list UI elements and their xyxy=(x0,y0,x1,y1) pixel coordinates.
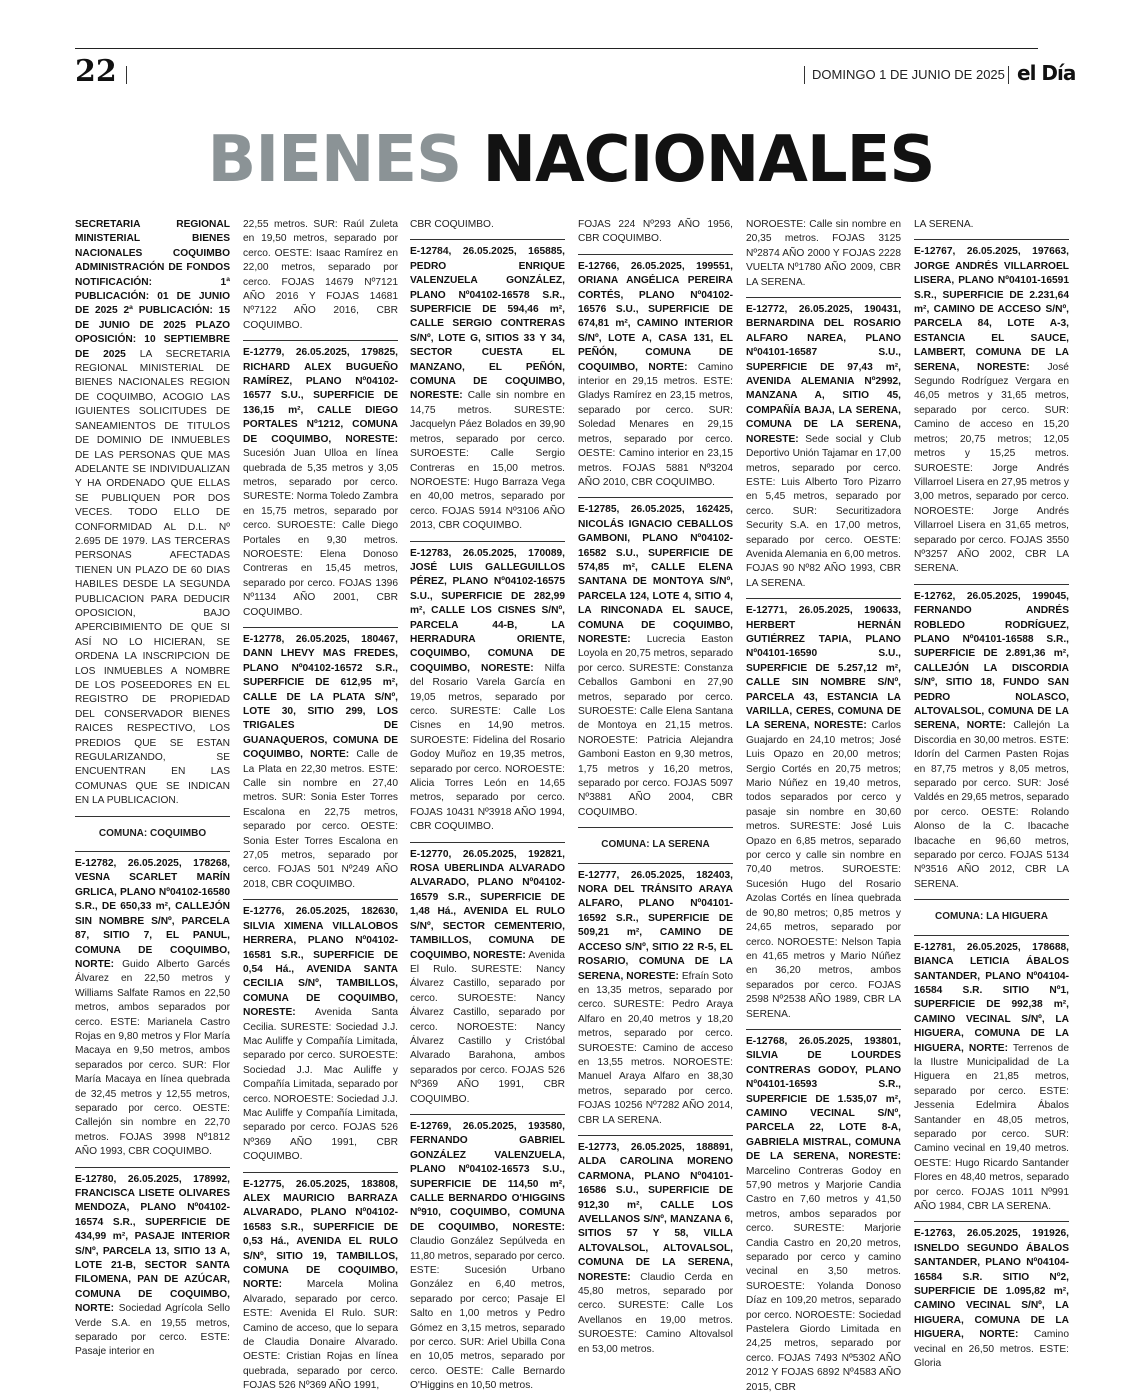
notice-entry xyxy=(914,590,1069,893)
notice-entry xyxy=(243,1178,398,1394)
entry-body: FOJAS 224 Nº293 AÑO 1956, CBR COQUIMBO. xyxy=(578,219,733,245)
notice-entry xyxy=(410,245,565,533)
entry-heading: E-12779, 26.05.2025, 179825, RICHARD ALEX BUGUEÑO RAMÍREZ, PLANO Nº04102-16577 S.U., SUPERFICIE DE 136,15 m², CALLE DIEGO PORTALES Nº1212, COMUNA DE COQUIMBO, NORESTE: xyxy=(243,347,398,445)
header-divider xyxy=(804,66,805,84)
entry-heading: E-12762, 26.05.2025, 199045, FERNANDO ANDRÉS ROBLEDO RODRÍGUEZ, PLANO Nº04101-16588 S.R., SUPERFICIE DE 2.891,36 m², CALLEJÓN LA DISCORDIA S/Nº, SITIO 18, FUNDO SAN PEDRO NOLASCO, ALTOVALSOL, COMUNA DE LA SERENA, NORTE: xyxy=(914,590,1069,732)
divider xyxy=(578,1135,733,1136)
notice-entry xyxy=(746,604,901,1022)
entry-heading: E-12781, 26.05.2025, 178688, BIANCA LETICIA ÁBALOS SANTANDER, PLANO Nº04104-16584 S.R. SITIO Nº1, SUPERFICIE DE 992,38 m², CAMINO VECINAL S/Nº, LA HIGUERA, COMUNA DE LA HIGUERA, NORTE: xyxy=(914,941,1069,1054)
entry-heading: E-12767, 26.05.2025, 197663, JORGE ANDRÉS VILLARROEL LISERA, PLANO Nº04101-16591 S.R., SUPERFICIE DE 2.231,64 m², CAMINO DE ACCESO S/Nº, PARCELA 84, LOTE A-3, ESTANCIA EL SAUCE, LAMBERT, COMUNA DE LA SERENA, NORESTE: xyxy=(914,246,1069,373)
divider xyxy=(914,1221,1069,1222)
column-4 xyxy=(578,218,733,1355)
entry-body: Lucrecia Easton Loyola en 20,75 metros, separado por cerco. SURESTE: Constanza Ceballos Gamboni en 27,90 metros, separado por cerco. SUROESTE: Calle Elena Santana de Montoya en 21,15 metros. NOROESTE: Patricia Alejandra Gamboni Easton en 9,30 metros, 1,75 metros y 16,20 metros, separado por cerco. FOJAS 5097 Nº3881 AÑO 2004, CBR COQUIMBO. xyxy=(578,633,733,818)
entry-heading: E-12783, 26.05.2025, 170089, JOSÉ LUIS GALLEGUILLOS PÉREZ, PLANO Nº04102-16575 S.U., SUPERFICIE DE 282,99 m², CALLE LOS CISNES S/Nº, PARCELA 44-B, LA HERRADURA ORIENTE, COQUIMBO, COMUNA DE COQUIMBO, NORESTE: xyxy=(410,547,565,674)
notice-entry xyxy=(746,218,901,290)
notice-entry xyxy=(410,848,565,1107)
notice-entry xyxy=(578,1141,733,1357)
divider xyxy=(243,340,398,341)
entry-body: Avenida El Rulo. SURESTE: Nancy Álvarez Castillo, separado por cerco. SUROESTE: Nancy Álvarez Castillo, separado por cerco. NOROESTE: Nancy Álvarez Castillo y Cristóbal Alvarado Barahona, ambos separados por cerco. FOJAS 526 Nº369 AÑO 1991, CBR COQUIMBO. xyxy=(410,949,565,1105)
entry-body: Marcelino Contreras Godoy en 57,90 metros y Marjorie Candia Castro en 7,60 metros y 41,50 metros, ambos separados por cerco. SURESTE: Marjorie Candia Castro en 20,20 metros, separado por cerco y camino vecinal en 3,50 metros. SUROESTE: Yolanda Donoso Díaz en 109,20 metros, separado por cerco. NOROESTE: Sociedad Pastelera Giordo Limitada en 24,25 metros, separado por cerco. FOJAS 7493 Nº5302 AÑO 2012 Y FOJAS 6892 Nº4583 AÑO 2015, CBR xyxy=(746,1165,901,1393)
entry-body: Sede social y Club Deportivo Unión Tajamar en 17,00 metros, separado por cerco. ESTE: Luis Alberto Toro Pizarro en 5,45 metros, separado por cerco. SUR: Securitizadora Security S.A. en 17,00 metros, separado por cerco. OESTE: Avenida Alemania en 6,00 metros. FOJAS 90 Nº82 AÑO 1993, CBR LA SERENA. xyxy=(746,433,901,589)
entry-body: LA SECRETARIA REGIONAL MINISTERIAL DE BIENES NACIONALES REGION DE COQUIMBO, ACOGIO LAS IGUIENTES SOLICITUDES DE SANEAMIENTOS DE TITULOS DE DOMINIO DE INMUEBLES DE LAS PERSONAS QUE MAS ADELANTE SE INDIVIDUALIZAN Y HA ORDENADO QUE ELLAS SE PUBLIQUEN POR DOS VECES. TODO ELLO DE CONFORMIDAD AL D.L. Nº 2.695 DE 1979. LAS TERCERAS PERSONAS AFECTADAS TIENEN UN PLAZO DE 60 DIAS HABILES DESDE LA SEGUNDA PUBLICACION PARA DEDUCIR OPOSICION, BAJO APERCIBIMIENTO DE QUE SI ASÍ NO LO HICIERAN, SE ORDENA LA INSCRIPCION DE LOS INMUEBLES A NOMBRE DE LOS POSEEDORES EN EL REGISTRO DE PROPIEDAD DEL CONSERVADOR BIENES RAICES RESPECTIVO, LOS PREDIOS QUE SE ESTAN REGULARIZANDO, SE ENCUENTRAN EN LAS COMUNAS QUE SE INDICAN EN LA PUBLICACION. xyxy=(75,348,230,807)
divider xyxy=(914,935,1069,936)
entry-heading: E-12766, 26.05.2025, 199551, ORIANA ANGÉLICA PEREIRA CORTÉS, PLANO Nº04102-16576 S.U., SUPERFICIE DE 674,81 m², CAMINO INTERIOR S/Nº, LOTE A, CASA 131, EL PEÑÓN, COMUNA DE COQUIMBO, NORTE: xyxy=(578,260,733,373)
entry-body: Guido Alberto Garcés Álvarez en 22,50 metros y Williams Salfate Ramos en 22,50 metros, ambos separados por cerco. ESTE: Marianela Castro Rojas en 9,80 metros y Flor María Macaya en 9,50 metros, ambos separados por cerco. SUR: Flor María Macaya en línea quebrada de 32,45 metros y 12,55 metros, separado por cerco. OESTE: Callejón sin nombre en 22,70 metros. FOJAS 3998 Nº1812 AÑO 1993, CBR COQUIMBO. xyxy=(75,958,230,1158)
divider xyxy=(410,541,565,542)
entry-heading: E-12763, 26.05.2025, 191926, ISNELDO SEGUNDO ÁBALOS SANTANDER, PLANO Nº04104-16584 S.R. SITIO Nº2, SUPERFICIE DE 1.095,82 m², CAMINO VECINAL S/Nº, LA HIGUERA, COMUNA DE LA HIGUERA, NORTE: xyxy=(914,1228,1069,1341)
divider xyxy=(410,842,565,843)
entry-heading: E-12773, 26.05.2025, 188891, ALDA CAROLINA MORENO CARMONA, PLANO Nº04101-16586 S.U., SUPERFICIE DE 912,30 m², CALLE LOS AVELLANOS S/Nº, MANZANA 6, SITIOS 57 Y 58, VILLA ALTOVALSOL, ALTOVALSOL, COMUNA DE LA SERENA, NORESTE: xyxy=(578,1141,733,1283)
newspaper-logo: el Día xyxy=(1017,61,1076,85)
divider xyxy=(914,584,1069,585)
entry-body: Callejón La Discordia en 30,00 metros. ESTE: Idorín del Carmen Pasten Rojas en 87,75 metros y 8,05 metros, separado por cerco. SUR: José Valdés en 29,65 metros, separado por cerco. OESTE: Rolando Alonso de la C. Ibacache Ibacache en 96,60 metros, separado por cerco. FOJAS 5134 Nº3516 AÑO 2012, CBR LA SERENA. xyxy=(914,720,1069,890)
entry-body: Sociedad Agrícola Sello Verde S.A. en 19,55 metros, separado por cerco. ESTE: Pasaje interior en xyxy=(75,1303,230,1358)
divider xyxy=(243,627,398,628)
notice-entry xyxy=(578,260,733,491)
notice-entry xyxy=(914,218,1069,232)
notice-entry xyxy=(914,245,1069,576)
entry-body: CBR COQUIMBO. xyxy=(410,219,494,230)
notice-entry xyxy=(75,1173,230,1360)
notice-entry xyxy=(243,346,398,620)
entry-body: 22,55 metros. SUR: Raúl Zuleta en 19,50 metros, separado por cerco. OESTE: Isaac Ramírez en 22,00 metros, separado por cerco. FOJAS 14679 Nº7121 AÑO 2016 Y FOJAS 14681 Nº7122 AÑO 2016, CBR COQUIMBO. xyxy=(243,219,398,331)
entry-body: Calle sin nombre en 14,75 metros. SURESTE: Jacquelyn Páez Bolados en 39,90 metros, separado por cerco. SUROESTE: Calle Sergio Contreras en 15,00 metros. NOROESTE: Hugo Barraza Vega en 40,00 metros, separado por cerco. FOJAS 5914 Nº3106 AÑO 2013, CBR COQUIMBO. xyxy=(410,390,565,532)
notice-columns xyxy=(75,218,1070,1393)
entry-heading: E-12784, 26.05.2025, 165885, PEDRO ENRIQUE VALENZUELA GONZÁLEZ, PLANO Nº04102-16578 S.R., SUPERFICIE DE 594,46 m², CALLE SERGIO CONTRERAS S/Nº, LOTE G, SITIOS 33 Y 34, SECTOR CUESTA EL MANZANO, EL PEÑÓN, COMUNA DE COQUIMBO, NORESTE: xyxy=(410,246,565,402)
entry-body: Camino interior en 29,15 metros. ESTE: Gladys Ramírez en 23,15 metros, separado por cerco. SUR: Soledad Menares en 29,15 metros, separado por cerco. OESTE: Camino interior en 23,15 metros. FOJAS 5881 Nº3204 AÑO 2010, CBR COQUIMBO. xyxy=(578,361,733,488)
divider xyxy=(578,827,733,828)
notice-entry xyxy=(578,218,733,247)
notice-entry xyxy=(578,869,733,1128)
divider xyxy=(914,239,1069,240)
divider xyxy=(578,863,733,864)
divider xyxy=(243,899,398,900)
column-5 xyxy=(746,218,901,1393)
entry-heading: E-12772, 26.05.2025, 190431, BERNARDINA DEL ROSARIO ALFARO NAREA, PLANO Nº04101-16587 S.U., SUPERFICIE DE 97,43 m², AVENIDA ALEMANIA Nº2992, MANZANA A, SITIO 45, COMPAÑÍA BAJA, LA SERENA, COMUNA DE LA SERENA, NORESTE: xyxy=(746,304,901,445)
entry-body: Claudio González Sepúlveda en 11,80 metros, separado por cerco. ESTE: Sucesión Urbano González en 6,40 metros, separado por cerco; Pasaje El Salto en 1,00 metros y Pedro Gómez en 3,15 metros, separado por cerco. SUR: Ariel Ubilla Cona en 10,05 metros, separado por cerco. OESTE: Calle Bernardo O'Higgins en 10,50 metros. xyxy=(410,1236,565,1392)
divider xyxy=(75,1167,230,1168)
section-title xyxy=(0,123,1142,197)
notice-entry xyxy=(410,218,565,232)
column-1 xyxy=(75,218,230,1358)
entry-heading: E-12770, 26.05.2025, 192821, ROSA UBERLINDA ALVARADO ALVARADO, PLANO Nº04102-16579 S.R., SUPERFICIE DE 1,48 Há., AVENIDA EL RULO S/Nº, SECTOR CEMENTERIO, TAMBILLOS, COMUNA DE COQUIMBO, NORESTE: xyxy=(410,848,565,961)
divider xyxy=(75,816,230,817)
entry-body: José Segundo Rodríguez Vergara en 46,05 metros y 31,65 metros, separado por cerco. SUR: Camino de acceso en 15,20 metros; 20,75 metros; 12,05 metros y 15,25 metros. SUROESTE: Jorge Andrés Villarroel Lisera en 27,95 metros y 3,00 metros, separado por cerco. NOROESTE: Jorge Andrés Villarroel Lisera en 31,65 metros, separado por cerco. FOJAS 3550 Nº3257 AÑO 2002, CBR LA SERENA. xyxy=(914,361,1069,575)
notice-entry xyxy=(75,857,230,1160)
entry-body: LA SERENA. xyxy=(914,219,974,230)
notice-entry xyxy=(914,941,1069,1215)
entry-body: Calle de La Plata en 22,30 metros. ESTE: Calle sin nombre en 27,40 metros. SUR: Sonia Ester Torres Escalona en 22,75 metros, separado por cerco. OESTE: Sonia Ester Torres Escalona en 27,05 metros, separado por cerco. FOJAS 501 Nº249 AÑO 2018, CBR COQUIMBO. xyxy=(243,749,398,890)
issue-date: DOMINGO 1 DE JUNIO DE 2025 xyxy=(812,67,1005,82)
notice-entry xyxy=(914,1227,1069,1371)
section-title-part-1: BIENES xyxy=(207,123,462,197)
divider xyxy=(914,899,1069,900)
column-3 xyxy=(410,218,565,1392)
divider xyxy=(746,297,901,298)
notice-entry xyxy=(243,218,398,333)
divider xyxy=(578,254,733,255)
entry-body: Avenida Santa Cecilia. SURESTE: Sociedad J.J. Mac Auliffe y Compañía Limitada, separado por cerco. SUROESTE: Sociedad J.J. Mac Auliffe y Compañía Limitada, separado por cerco. NOROESTE: Sociedad J.J. Mac Auliffe y Compañía Limitada, separado por cerco. FOJAS 526 Nº369 AÑO 1991, CBR COQUIMBO. xyxy=(243,1007,398,1163)
comuna-heading: COMUNA: LA HIGUERA xyxy=(935,911,1048,923)
column-6 xyxy=(914,218,1070,1370)
divider xyxy=(746,598,901,599)
entry-body: Terrenos de la Ilustre Municipalidad de La Higuera en 21,85 metros, separado por cerco. ESTE: Jessenia Edelmira Ábalos Santander en 48,05 metros, separado por cerco. SUR: Camino vecinal en 19,40 metros. OESTE: Hugo Ricardo Santander Flores en 48,40 metros, separado por cerco. FOJAS 1011 Nº991 AÑO 1984, CBR LA SERENA. xyxy=(914,1042,1070,1212)
divider xyxy=(243,1172,398,1173)
entry-heading: E-12778, 26.05.2025, 180467, DANN LHEVY MAS FREDES, PLANO Nº04102-16572 S.R., SUPERFICIE DE 612,95 m², CALLE DE LA PLATA S/Nº, LOTE 30, SITIO 299, LOS TRIGALES DE GUANAQUEROS, COMUNA DE COQUIMBO, NORTE: xyxy=(243,633,398,761)
entry-heading: E-12780, 26.05.2025, 178992, FRANCISCA LISETE OLIVARES MENDOZA, PLANO Nº04102-16574 S.R., SUPERFICIE DE 434,99 m², PASAJE INTERIOR S/Nº, PARCELA 13, SITIO 13 A, LOTE 21-B, SECTOR SANTA FILOMENA, PAN DE AZÚCAR, COMUNA DE COQUIMBO, NORTE: xyxy=(75,1173,230,1315)
notice-intro xyxy=(75,218,230,809)
divider xyxy=(578,497,733,498)
entry-body: Nilfa del Rosario Varela García en 19,05 metros, separado por cerco. SURESTE: Calle Los Cisnes en 14,90 metros. SUROESTE: Fidelina del Rosario Godoy Muñoz en 19,35 metros, separado por cerco. NOROESTE: Alicia Torres León en 14,65 metros, separado por cerco. FOJAS 10431 Nº3918 AÑO 1994, CBR COQUIMBO. xyxy=(410,662,565,833)
notice-entry xyxy=(410,547,565,835)
entry-heading: E-12768, 26.05.2025, 193801, SILVIA DE LOURDES CONTRERAS GODOY, PLANO Nº04101-16593 S.R., SUPERFICIE DE 1.535,07 m², CAMINO VECINAL S/Nº, PARCELA 22, LOTE 8-A, GABRIELA MISTRAL, COMUNA DE LA SERENA, NORESTE: xyxy=(746,1035,901,1163)
notice-entry xyxy=(243,905,398,1164)
entry-heading: E-12776, 26.05.2025, 182630, SILVIA XIMENA VILLALOBOS HERRERA, PLANO Nº04102-16581 S.R., SUPERFICIE DE 0,54 Há., AVENIDA SANTA CECILIA S/Nº, TAMBILLOS, COMUNA DE COQUIMBO, NORESTE: xyxy=(243,906,398,1019)
notice-entry xyxy=(410,1120,565,1394)
entry-body: NOROESTE: Calle sin nombre en 20,35 metros. FOJAS 3125 Nº2874 AÑO 2000 Y FOJAS 2228 VUELTA Nº1780 AÑO 2009, CBR LA SERENA. xyxy=(746,219,901,288)
notice-entry xyxy=(578,503,733,820)
notice-entry xyxy=(746,1035,901,1395)
entry-heading: E-12771, 26.05.2025, 190633, HERBERT HERNÁN GUTIÉRREZ TAPIA, PLANO Nº04101-16590 S.U., SUPERFICIE DE 5.257,12 m², CALLE SIN NOMBRE S/Nº, PARCELA 43, ESTANCIA LA VARILLA, CERES, COMUNA DE LA SERENA, NORESTE: xyxy=(746,605,901,732)
page-number: 22 xyxy=(75,54,117,89)
entry-heading: E-12785, 26.05.2025, 162425, NICOLÁS IGNACIO CEBALLOS GAMBONI, PLANO Nº04102-16582 S.U., SUPERFICIE DE 574,85 m², CALLE ELENA SANTANA DE MONTOYA S/Nº, PARCELA 124, LOTE 4, SITIO 4, LA RINCONADA EL SAUCE, COMUNA DE COQUIMBO, NORESTE: xyxy=(578,504,733,645)
divider xyxy=(410,1114,565,1115)
comuna-heading: COMUNA: COQUIMBO xyxy=(98,827,207,839)
entry-heading: E-12775, 26.05.2025, 183808, ALEX MAURICIO BARRAZA ALVARADO, PLANO Nº04102-16583 S.R., SUPERFICIE DE 0,53 Há., AVENIDA EL RULO S/Nº, SITIO 19, TAMBILLOS, COMUNA DE COQUIMBO, NORTE: xyxy=(243,1178,398,1291)
divider xyxy=(410,239,565,240)
header-divider xyxy=(1008,66,1009,84)
entry-body: Claudio Cerda en 45,80 metros, separado por cerco. SURESTE: Calle Los Avellanos en 19,00 metros. SUROESTE: Camino Altovalsol en 53,00 metros. xyxy=(578,1271,733,1355)
entry-body: Carlos Guajardo en 24,10 metros; José Luis Opazo en 20,00 metros; Sergio Cortés en 20,75 metros; Mario Núñez en 19,40 metros, todos separados por cerco y pasaje sin nombre en 30,60 metros. SURESTE: José Luis Opazo en 6,85 metros, separado por cerco y calle sin nombre en 70,40 metros. SUROESTE: Sucesión Hugo del Rosario Azolas Cortés en línea quebrada de 90,80 metros; 0,85 metros y 24,65 metros, separado por cerco. NOROESTE: Nelson Tapia en 41,65 metros y Mario Núñez en 36,20 metros, ambos separados por cerco. FOJAS 2598 Nº2538 AÑO 1989, CBR LA SERENA. xyxy=(746,720,901,1020)
entry-body: Efraín Soto en 13,35 metros, separado por cerco. SURESTE: Pedro Araya Alfaro en 20,40 metros y 18,20 metros, separado por cerco. SUROESTE: Camino de acceso en 13,55 metros. NOROESTE: Manuel Araya Alfaro en 38,30 metros, separado por cerco. FOJAS 10256 Nº7282 AÑO 2014, CBR LA SERENA. xyxy=(578,970,733,1126)
entry-heading: E-12769, 26.05.2025, 193580, FERNANDO GABRIEL GONZÁLEZ VALENZUELA, PLANO Nº04102-16573 S.U., SUPERFICIE DE 114,50 m², CALLE BERNARDO O'HIGGINS Nº910, COQUIMBO, COMUNA DE COQUIMBO, NORESTE: xyxy=(410,1120,565,1233)
divider xyxy=(746,1029,901,1030)
header-divider xyxy=(126,66,127,84)
notice-entry xyxy=(243,633,398,892)
column-2 xyxy=(243,218,398,1392)
entry-heading: E-12777, 26.05.2025, 182403, NORA DEL TRÁNSITO ARAYA ALFARO, PLANO Nº04101-16592 S.R., SUPERFICIE DE 509,21 m², CAMINO DE ACCESO S/Nº, SITIO 22 R-5, EL ROSARIO, COMUNA DE LA SERENA, NORESTE: xyxy=(578,869,733,982)
comuna-heading: COMUNA: LA SERENA xyxy=(601,839,710,851)
header-rule xyxy=(75,48,1038,49)
entry-heading: SECRETARIA REGIONAL MINISTERIAL BIENES NACIONALES COQUIMBO ADMINISTRACIÓN DE FONDOS NOTIFICACIÓN: 1ª PUBLICACIÓN: 01 DE JUNIO DE 2025 2ª PUBLICACIÓN: 15 DE JUNIO DE 2025 PLAZO OPOSICIÓN: 10 SEPTIEMBRE DE 2025 xyxy=(75,219,230,360)
entry-body: Marcela Molina Alvarado, separado por cerco. ESTE: Avenida El Rulo. SUR: Camino de acceso, que lo separa de Claudia Donaire Alvarado. OESTE: Cristian Rojas en línea quebrada, separado por cerco. FOJAS 526 Nº369 AÑO 1991, xyxy=(243,1279,398,1392)
notice-entry xyxy=(746,303,901,591)
entry-body: Camino vecinal en 26,50 metros. ESTE: Gloria xyxy=(914,1329,1069,1370)
section-title-part-2: NACIONALES xyxy=(482,123,935,197)
entry-heading: E-12782, 26.05.2025, 178268, VESNA SCARLET MARÍN GRLICA, PLANO Nº04102-16580 S.R., DE 650,33 m², CALLEJÓN SIN NOMBRE S/Nº, PARCELA 87, SITIO 7, EL PANUL, COMUNA DE COQUIMBO, NORTE: xyxy=(75,858,230,970)
entry-body: Sucesión Juan Ulloa en línea quebrada de 5,35 metros y 3,05 metros, separado por cerco. SURESTE: Norma Toledo Zambra en 15,75 metros, separado por cerco. SUROESTE: Calle Diego Portales en 9,30 metros. NOROESTE: Elena Donoso Contreras en 15,45 metros, separado por cerco. FOJAS 1396 Nº1134 AÑO 2001, CBR COQUIMBO. xyxy=(243,448,398,618)
divider xyxy=(75,851,230,852)
